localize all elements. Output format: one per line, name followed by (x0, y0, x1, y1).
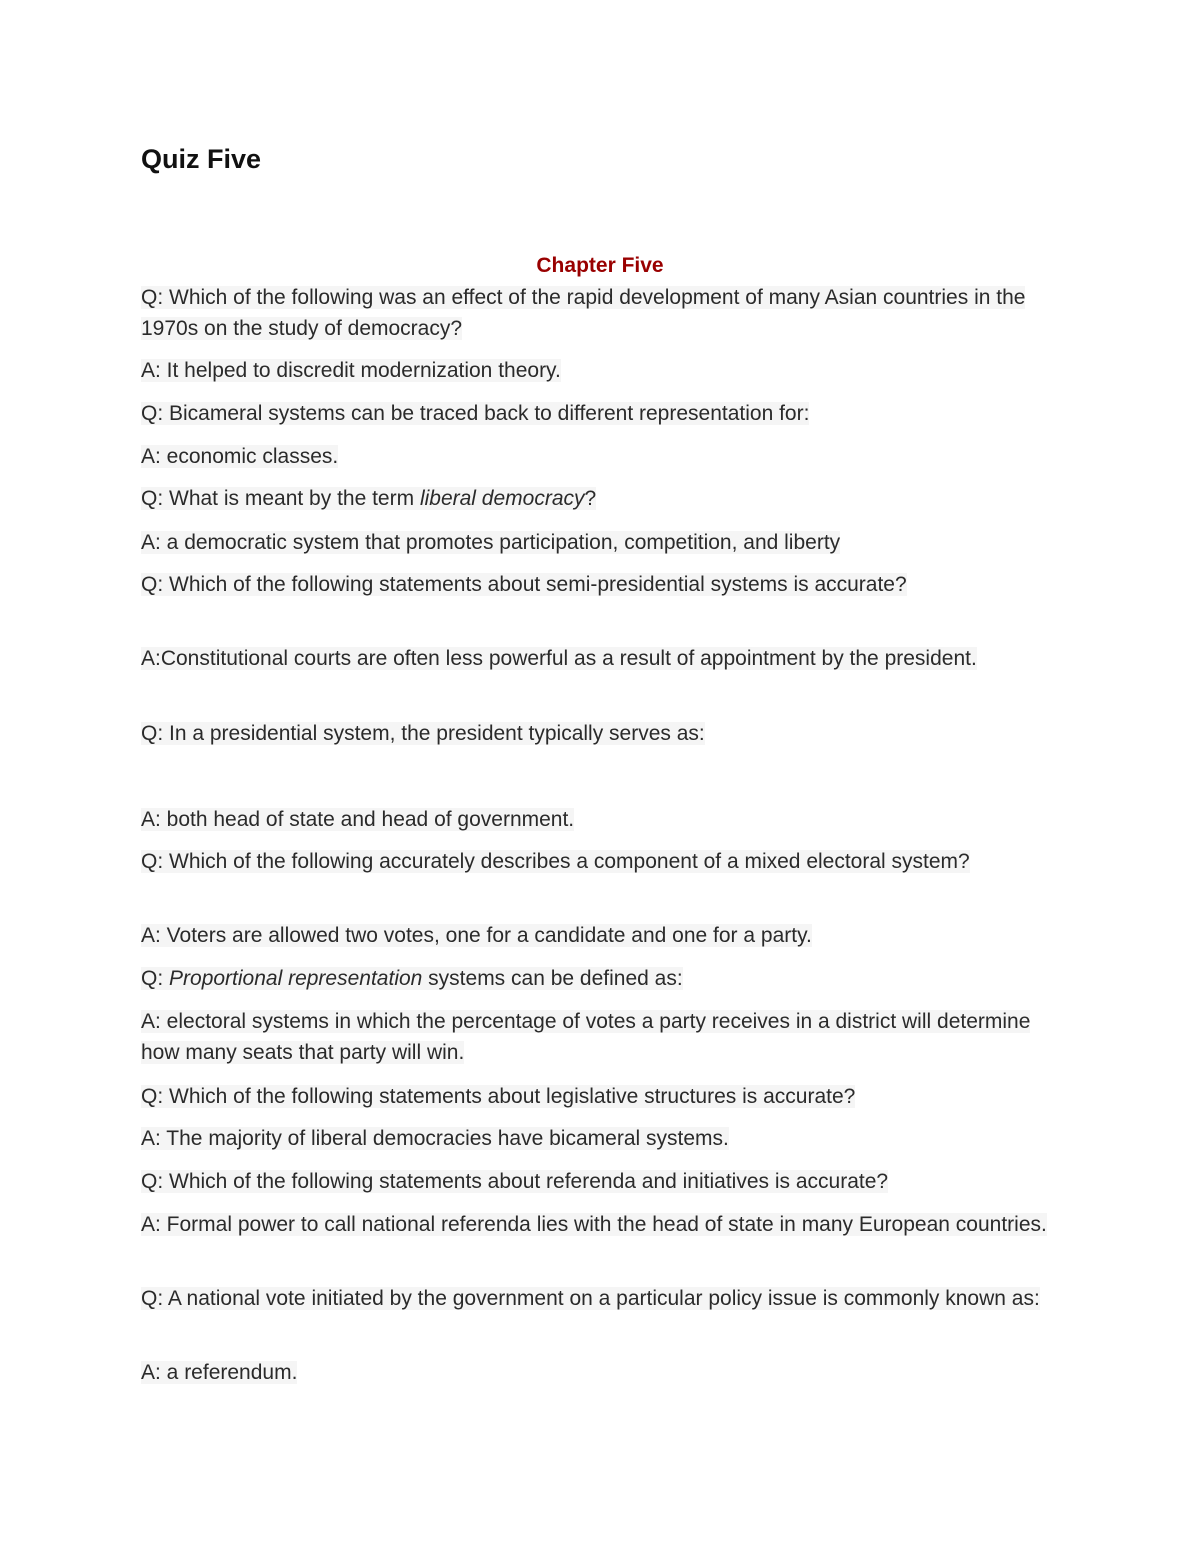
answer-text: A: a democratic system that promotes participation, competition, and liberty (141, 531, 841, 554)
answer-9 (141, 1209, 1071, 1240)
answer-3 (141, 527, 1071, 558)
question-text: Q: Which of the following statements about legislative structures is accurate? (141, 1085, 856, 1108)
answer-text: A: a referendum. (141, 1361, 298, 1384)
answer-text: A: It helped to discredit modernization theory. (141, 359, 561, 382)
answer-text: A:Constitutional courts are often less powerful as a result of appointment by the president. (141, 647, 977, 670)
question-4 (141, 569, 1071, 600)
answer-4 (141, 643, 1071, 674)
answer-1 (141, 355, 1071, 386)
answer-text: A: electoral systems in which the percentage of votes a party receives in a district will determine how many seats that party will win. (141, 1010, 1031, 1064)
chapter-heading: Chapter Five (536, 254, 664, 277)
question-7 (141, 963, 1071, 994)
answer-text: A: economic classes. (141, 445, 339, 468)
question-prefix: Q: (141, 967, 170, 990)
answer-text: A: Formal power to call national referenda lies with the head of state in many European countries. (141, 1213, 1047, 1236)
answer-5 (141, 804, 1071, 835)
question-emphasis: Proportional representation (169, 967, 423, 990)
question-text: Q: Which of the following statements about semi-presidential systems is accurate? (141, 573, 907, 596)
question-text: Q: In a presidential system, the president typically serves as: (141, 722, 705, 745)
question-9 (141, 1166, 1071, 1197)
question-2 (141, 398, 1071, 429)
question-text (141, 487, 596, 510)
question-text: Q: A national vote initiated by the government on a particular policy issue is commonly known as: (141, 1287, 1040, 1310)
answer-text: A: Voters are allowed two votes, one for a candidate and one for a party. (141, 924, 812, 947)
answer-6 (141, 920, 1071, 951)
question-text (141, 967, 683, 990)
question-10 (141, 1283, 1071, 1314)
answer-text: A: The majority of liberal democracies have bicameral systems. (141, 1127, 729, 1150)
question-suffix: ? (584, 487, 597, 510)
question-emphasis: liberal democracy (419, 487, 585, 510)
answer-8 (141, 1123, 1071, 1154)
question-prefix: Q: What is meant by the term (141, 487, 420, 510)
question-1 (141, 282, 1071, 344)
answer-2 (141, 441, 1071, 472)
question-5 (141, 718, 1071, 749)
document-title: Quiz Five (141, 144, 262, 174)
answer-10 (141, 1357, 1071, 1388)
question-text: Q: Bicameral systems can be traced back to different representation for: (141, 402, 810, 425)
question-text: Q: Which of the following was an effect of the rapid development of many Asian countries in the 1970s on the study of democracy? (141, 286, 1026, 340)
question-3 (141, 483, 1071, 514)
question-text: Q: Which of the following statements about referenda and initiatives is accurate? (141, 1170, 889, 1193)
answer-7 (141, 1006, 1071, 1068)
answer-text: A: both head of state and head of government. (141, 808, 575, 831)
question-6 (141, 846, 1071, 877)
question-text: Q: Which of the following accurately describes a component of a mixed electoral system? (141, 850, 970, 873)
question-suffix: systems can be defined as: (422, 967, 683, 990)
question-8 (141, 1081, 1071, 1112)
